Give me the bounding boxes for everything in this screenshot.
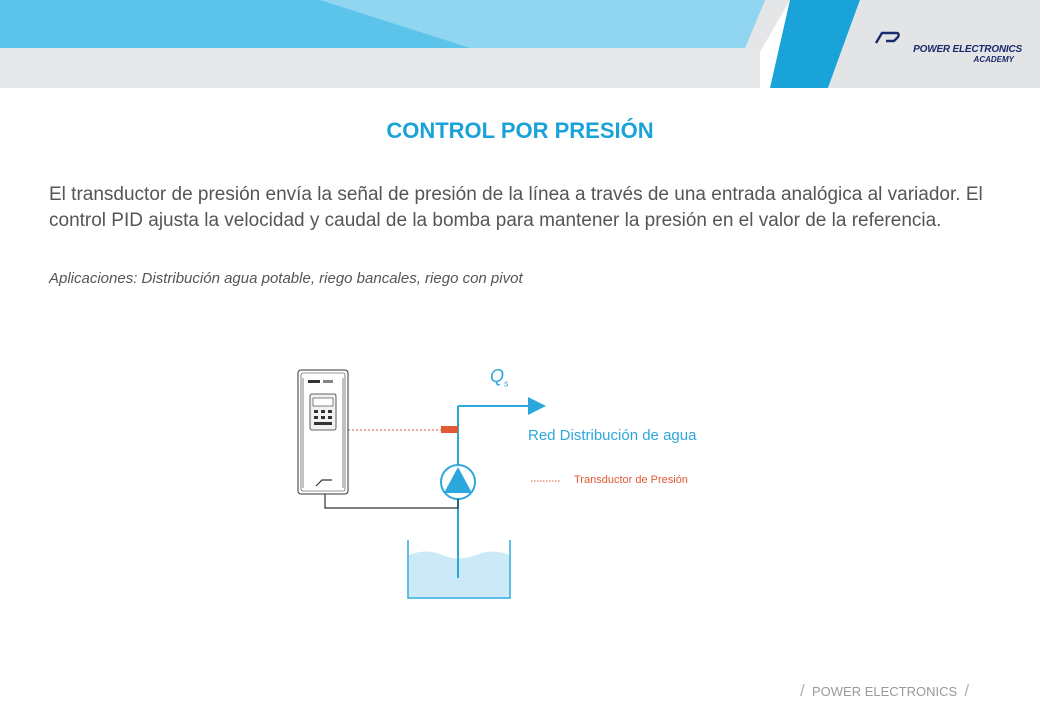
flow-symbol: Q <box>490 366 505 386</box>
footer-brand <box>800 681 969 701</box>
logo-text-main: POWER ELECTRONICS <box>913 44 1022 55</box>
footer-slash-left: / <box>800 681 805 700</box>
footer-slash-right: / <box>964 681 970 700</box>
flow-arrow-icon <box>528 397 546 415</box>
page-title: CONTROL POR PRESIÓN <box>386 118 654 143</box>
footer-text: POWER ELECTRONICS <box>811 684 958 699</box>
applications-text: Aplicaciones: Distribución agua potable, riego bancales, riego con pivot <box>49 270 523 287</box>
motor-cable <box>325 494 458 508</box>
variable-speed-drive <box>298 370 348 494</box>
logo-text-sub: ACADEMY <box>973 55 1014 64</box>
body-paragraph: El transductor de presión envía la señal de presión de la línea a través de una entrada analógica al variador. El control PID ajusta la velocidad y caudal de la bomba para mantener la presión en el valor de la referencia. <box>49 184 983 231</box>
flow-label <box>490 366 509 389</box>
pressure-control-diagram <box>290 360 760 610</box>
logo-mark-icon <box>872 31 902 45</box>
transducer-label: Transductor de Presión <box>574 474 688 486</box>
brand-logo <box>872 44 1022 70</box>
flow-subscript: s <box>504 378 509 389</box>
network-label: Red Distribución de agua <box>528 427 697 444</box>
pump-icon <box>441 465 475 499</box>
pressure-transducer <box>441 426 458 433</box>
